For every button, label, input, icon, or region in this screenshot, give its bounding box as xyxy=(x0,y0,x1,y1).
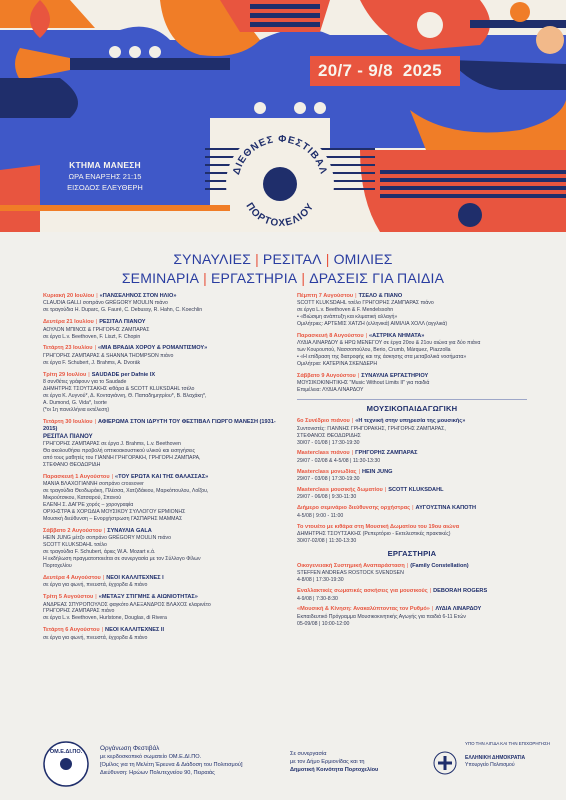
entry-date: Παρασκευή 1 Αυγούστου xyxy=(43,474,110,481)
entry-line: ΓΡΗΓΟΡΗΣ ΖΑΜΠΑΡΑΣ πιάνο xyxy=(43,608,115,615)
entry-line: ΓΡΗΓΟΡΗΣ ΖΑΜΠΑΡΑΣ & SHANNA THOMPSON πιάνο xyxy=(43,352,174,359)
entry-date: Οικογενειακή Συστημική Αναπαράσταση xyxy=(297,562,405,569)
entry-title: «ΑΣΤΡΙΚΑ ΝΗΜΑΤΑ» xyxy=(369,333,425,340)
cooperation-block xyxy=(290,750,440,774)
entry-date: Εναλλακτικές σωματικές ασκήσεις για μουσικούς xyxy=(297,588,428,595)
program-entry xyxy=(297,333,527,368)
entry-date: Σάββατο 2 Αυγούστου xyxy=(43,527,102,534)
entry-line: 29/07 - 06/08 | 9:30-11:30 xyxy=(297,494,357,501)
entry-heading xyxy=(43,419,283,434)
entry-line: ΣΤΕΦΑΝΟ ΘΕΟΔΩΡΙΔΗ xyxy=(43,462,101,469)
program-entry xyxy=(297,505,527,519)
separator: | xyxy=(94,418,97,425)
program-entry xyxy=(43,627,283,641)
entry-line: 8 συνθέτες γράφουν για το Saudade xyxy=(43,379,127,386)
entry-heading xyxy=(297,505,527,512)
entry-line: • «Βιώσιμη ανάπτυξη και κλιματική αλλαγή» xyxy=(297,314,398,321)
entry-line: ΔΗΜΗΤΡΗΣ ΤΣΟΥΤΣΑΚΗΣ (Ρεπερτόριο - Εκτελεστικές πρακτικές) xyxy=(297,531,451,538)
entry-line: σε τραγούδια H. Duparc, G. Fauré, C. Debussy, R. Hahn, C. Koechlin xyxy=(43,307,203,314)
separator: | xyxy=(365,333,368,340)
entry-title: ΝΕΟΙ ΚΑΛΛΙΤΕΧΝΕΣ Ι xyxy=(106,574,164,581)
omedipo-logo xyxy=(43,741,89,787)
entry-line: • «Η επίδραση της διατροφής και της άσκησης στα μεταβολικά νοσήματα» xyxy=(297,354,467,361)
separator: | xyxy=(203,270,208,286)
program-entry xyxy=(43,575,283,589)
organizer-block xyxy=(100,745,280,777)
categories-line-2 xyxy=(0,269,566,288)
entry-line: ΛΥΔΙΑ ΛΙΝΑΡΔΟΥ & ΗΡΩ ΜΕΝΕΓΟΥ σε έργα 20ου & 21ου αιώνα για δύο πιάνα xyxy=(297,340,481,347)
entry-heading xyxy=(43,627,283,634)
venue-name: ΚΤΗΜΑ ΜΑΝΕΣΗ xyxy=(69,160,141,170)
entry-line: ΣΤΕΦΑΝΟΣ ΘΕΟΔΩΡΙΔΗΣ xyxy=(297,432,361,439)
entry-date: Το ντουέτο με κιθάρα στη Μουσική Δωματίου του 19ου αιώνα xyxy=(297,523,460,530)
entry-line: ΜΑΝΙΑ ΒΛΑΧΟΓΙΑΝΝΗ σοπράνο crossover xyxy=(43,481,144,488)
entry-line: ΑΝΔΡΕΑΣ ΣΠΥΡΟΠΟΥΛΟΣ φαγκότο ΑΛΕΞΑΝΔΡΟΣ ΒΛΑΧΟΣ κλαρινέτο xyxy=(43,601,211,608)
program-entry xyxy=(297,469,527,483)
category-talks: ΟΜΙΛΙΕΣ xyxy=(333,251,393,267)
entry-date: Σάββατο 9 Αυγούστου xyxy=(297,373,356,380)
program-entry xyxy=(297,293,527,328)
entry-line: Η εκδήλωση πραγματοποιείται σε συνεργασία με τον Σύλλογο Φίλων xyxy=(43,556,201,562)
seal-top-text: ΔΙΕΘΝΕΣ ΦΕΣΤΙΒΑΛ xyxy=(231,133,329,177)
separator: | xyxy=(384,487,387,494)
entry-heading xyxy=(297,450,527,457)
entry-title: ΣΥΝΑΥΛΙΑ ΕΡΓΑΣΤΗΡΙΟΥ xyxy=(361,373,429,380)
entry-title: «ΜΙΑ ΒΡΑΔΙΑ ΧΟΡΟΥ & ΡΟΜΑΝΤΙΣΜΟΥ» xyxy=(98,345,208,352)
entry-line: ΜΟΥΣΙΚΟΚΙΝΗΤΙΚΗΣ "Music Without Limits II" για παιδιά xyxy=(297,380,430,387)
program-entry xyxy=(297,563,527,584)
entry-line: 29/07 - 02/08 & 4-5/08 | 11:30-13:30 xyxy=(297,457,381,464)
entry-line: SCOTT KLUKSDAHL τσέλο ΓΡΗΓΟΡΗΣ ΖΑΜΠΑΡΑΣ πιάνο xyxy=(297,300,434,307)
separator: | xyxy=(355,293,357,299)
date-range: 20/7 - 9/8 xyxy=(318,61,393,80)
entry-line: Εκπαιδευτικό Πρόγραμμα Μουσικοκινητικής Αγωγής για παιδιά 6-11 Ετών xyxy=(297,613,466,620)
entry-title: «ΜΕΤΑΞΥ ΣΤΙΓΜΗΣ & ΑΙΩΝΙΟΤΗΤΑΣ» xyxy=(98,594,198,601)
entry-line: STEFFEN ANDREAS ROSTOCK SVENDSEN xyxy=(297,570,404,577)
entry-title: ΛΥΔΙΑ ΛΙΝΑΡΔΟΥ xyxy=(435,606,482,613)
entry-line: σε έργα για φωνή, πνευστά, έγχορδα & πιάνο xyxy=(43,634,148,641)
program-entry xyxy=(297,450,527,464)
entry-title: ΝΕΟΙ ΚΑΛΛΙΤΕΧΝΕΣ ΙΙ xyxy=(105,627,165,634)
program-entry xyxy=(43,419,283,469)
entry-line: CLAUDIA GALLI σοπράνο GRÉGORY MOULIN πιάνο xyxy=(43,300,168,307)
separator: | xyxy=(301,270,306,286)
entry-date: Masterclass μονωδίας xyxy=(297,468,357,475)
entry-heading xyxy=(297,469,527,476)
entry-line: των Κουρουπού, Νασσοπούλου, Berio, Crumb, Márquez, Piazzolla xyxy=(297,347,451,354)
program-entry xyxy=(43,474,283,523)
festival-dates xyxy=(318,61,442,81)
categories-line-1 xyxy=(0,250,566,269)
coop-line-3: Δημοτική Κοινότητα Πορτοχελίου xyxy=(290,767,379,773)
entry-line: Μικρούτσικου, Κατσαρού, Σπανού xyxy=(43,495,122,502)
entry-line: Πορτοχελίου xyxy=(43,562,72,569)
entry-line: 30/07-02/08 | 11:30-13:30 xyxy=(297,537,357,544)
entry-title: ΑΥΓΟΥΣΤΙΝΑ ΚΑΠΟΤΗ xyxy=(415,505,476,512)
divider xyxy=(297,399,527,400)
category-kids: ΔΡΑΣΕΙΣ ΓΙΑ ΠΑΙΔΙΑ xyxy=(309,270,445,286)
entry-date: Τετάρτη 23 Ιουλίου xyxy=(43,345,93,352)
entry-heading xyxy=(297,487,527,494)
entry-date: Τετάρτη 6 Αυγούστου xyxy=(43,627,100,634)
entry-date: Πέμπτη 7 Αυγούστου xyxy=(297,293,354,299)
separator: | xyxy=(431,606,434,613)
separator: | xyxy=(94,345,97,352)
logo-text: ΟΜ.Ε.ΔΙ.ΠΟ. xyxy=(49,749,83,755)
entry-line: HEIN JUNG μέτζο σοπράνο GRÉGORY MOULIN πιάνο xyxy=(43,535,171,542)
entry-title: ΤΣΕΛΟ & ΠΙΑΝΟ xyxy=(358,293,403,299)
program-entry xyxy=(297,606,527,627)
section-heading-workshops: ΕΡΓΑΣΤΗΡΙΑ xyxy=(387,548,437,558)
gov-line-2: Υπουργείο Πολιτισμού xyxy=(465,761,515,768)
free-entry: ΕΙΣΟΔΟΣ ΕΛΕΥΘΕΡΗ xyxy=(67,183,143,192)
program-right-column xyxy=(297,293,527,632)
separator: | xyxy=(406,562,409,569)
entry-title: (Family Constellation) xyxy=(410,562,469,569)
separator: | xyxy=(351,418,354,425)
entry-line: 05-09/08 | 10:00-12:00 xyxy=(297,620,350,627)
separator: | xyxy=(255,251,259,267)
entry-line: σε έργα F. Schubert, J. Brahms, A. Dvorák xyxy=(43,359,141,366)
entry-date: 6ο Συνέδριο πιάνου xyxy=(297,418,350,425)
category-recitals: ΡΕΣΙΤΑΛ xyxy=(262,251,322,267)
entry-line: σε έργα L.v. Beethoven, Hurlstone, Douglas, di Rivera xyxy=(43,615,167,622)
organizer-address: Διεύθυνση: Ηρώων Πολυτεχνείου 90, Πειραιάς xyxy=(100,770,215,776)
separator: | xyxy=(95,319,98,326)
program-entry xyxy=(43,528,283,570)
entry-date: Διήμερο σεμινάριο διεύθυνσης ορχήστρας xyxy=(297,505,411,512)
separator: | xyxy=(351,450,354,457)
coop-line-1: Σε συνεργασία xyxy=(290,751,327,757)
entry-heading xyxy=(297,563,527,570)
program-entry xyxy=(297,524,527,545)
greek-emblem-icon xyxy=(433,751,457,775)
section-heading-music-education: ΜΟΥΣΙΚΟΠΑΙΔΑΓΩΓΙΚΗ xyxy=(366,404,458,414)
entry-heading xyxy=(297,524,527,531)
entry-line: Ομιλήτρια: ΚΑΤΕΡΙΝΑ ΣΚΕΝΔΕΡΗ xyxy=(297,361,378,368)
organizer-desc: [Ομίλος για τη Μελέτη Έρευνα & Διάδοση του Πολιτισμού] xyxy=(100,762,243,768)
organizer-line: με κερδοσκοπικό σωματείο ΟΜ.Ε.ΔΙ.ΠΟ. xyxy=(100,754,202,760)
program-entry xyxy=(297,588,527,602)
start-time: ΩΡΑ ΕΝΑΡΞΗΣ 21:15 xyxy=(68,172,142,181)
program-entry xyxy=(297,418,527,446)
program-left-column xyxy=(43,293,283,647)
entry-date: Δευτέρα 4 Αυγούστου xyxy=(43,574,101,581)
separator: | xyxy=(429,588,432,595)
entry-line: σε έργα για φωνή, πνευστά, έγχορδα & πιάνο xyxy=(43,582,148,589)
categories xyxy=(0,250,566,288)
category-concerts: ΣΥΝΑΥΛΙΕΣ xyxy=(173,251,252,267)
separator: | xyxy=(111,474,114,481)
coop-line-2: με τον Δήμο Ερμιονίδας και τη xyxy=(290,759,365,765)
gov-text xyxy=(465,755,545,768)
entry-date: Masterclass μουσικής δωματίου xyxy=(297,487,383,494)
separator: | xyxy=(325,251,330,267)
entry-date: Παρασκευή 8 Αυγούστου xyxy=(297,333,364,340)
entry-line: ΔΗΜΗΤΡΗΣ ΤΣΟΥΤΣΑΚΗΣ κιθάρα & SCOTT KLUKSDAHL τσέλο xyxy=(43,385,195,392)
entry-title: DEBORAH ROGERS xyxy=(433,588,488,595)
entry-title: «ΤΟΥ ΕΡΩΤΑ ΚΑΙ ΤΗΣ ΘΑΛΑΣΣΑΣ» xyxy=(115,474,209,481)
program-entry xyxy=(297,373,527,394)
entry-line: ΟΡΧΗΣΤΡΑ & ΧΟΡΩΔΙΑ ΜΟΥΣΙΚΟΥ ΣΥΛΛΟΓΟΥ ΕΡΜΙΟΝΗΣ xyxy=(43,509,186,516)
separator: | xyxy=(101,627,104,634)
entry-date: «Μουσική & Κίνηση: Ανακαλύπτοντας τον Ρυθμό» xyxy=(297,606,430,613)
entry-line: (*οι 1η πανελλήνια εκτέλεση) xyxy=(43,406,110,413)
entry-title: SAUDADE per Dafnie IX xyxy=(91,371,156,378)
entry-date: Δευτέρα 21 Ιουλίου xyxy=(43,319,94,326)
hero-artwork xyxy=(0,0,566,232)
program-entry xyxy=(43,319,283,340)
entry-line: σε έργα L.v. Beethoven, F. Liszt, F. Chopin xyxy=(43,333,141,340)
entry-date: Τρίτη 29 Ιουλίου xyxy=(43,371,87,378)
entry-heading xyxy=(43,372,283,379)
entry-line: Ομιλήτριες: ΑΡΤΕΜΙΣ ΧΑΤΖΗ (ελληνικά) ΑΙΜΙΛΙΑ ΧΟΛΛ (αγγλικά) xyxy=(297,321,448,328)
separator: | xyxy=(357,373,360,380)
entry-date: Τρίτη 5 Αυγούστου xyxy=(43,594,94,601)
separator: | xyxy=(88,371,90,378)
entry-line: 30/07 - 01/08 | 17:30-19:30 xyxy=(297,439,360,446)
separator: | xyxy=(96,293,98,299)
program-entry xyxy=(43,293,283,314)
category-seminars: ΣΕΜΙΝΑΡΙΑ xyxy=(121,270,200,286)
festival-seal xyxy=(224,128,336,232)
entry-line: ΑΟΥΛΟΝ ΜΠΙΝΟΣ & ΓΡΗΓΟΡΗΣ ΖΑΜΠΑΡΑΣ xyxy=(43,326,150,333)
entry-title: ΣΥΝΑΥΛΙΑ GALA xyxy=(107,527,152,534)
entry-heading xyxy=(297,418,527,425)
entry-line: Θα ακολουθήσει προβολή οπτικοακουστικού υλικού και εισηγήσεις xyxy=(43,448,195,455)
entry-line: ΓΡΗΓΟΡΗΣ ΖΑΜΠΑΡΑΣ σε έργα J. Brahms, L.v. Beethoven xyxy=(43,441,181,448)
entry-heading xyxy=(43,319,283,326)
entry-line: 29/07 - 03/08 | 17:30-19:30 xyxy=(297,476,360,483)
separator: | xyxy=(412,505,414,512)
entry-title: HEIN JUNG xyxy=(362,468,393,475)
category-workshops: ΕΡΓΑΣΤΗΡΙΑ xyxy=(211,270,298,286)
entry-title: ΓΡΗΓΟΡΗΣ ΖΑΜΠΑΡΑΣ xyxy=(355,450,418,457)
entry-line: Συντονιστές: ΓΙΑΝΝΗΣ ΓΡΗΓΟΡΑΚΗΣ, ΓΡΗΓΟΡΗΣ ΖΑΜΠΑΡΑΣ, xyxy=(297,425,446,432)
entry-line: Μουσική διεύθυνση – Ενορχήστρωση ΓΑΣΠΑΡΗΣ ΜΑΜΜΑΣ xyxy=(43,515,183,522)
separator: | xyxy=(102,574,105,581)
program-entry xyxy=(43,372,283,414)
separator: | xyxy=(103,527,106,534)
entry-line: σε τραγούδια F. Schubert, άριες W.A. Mozart κ.ά. xyxy=(43,549,156,556)
entry-title: «ΠΑΝΣΕΛΗΝΟΣ ΣΤΟΝ ΗΛΙΟ» xyxy=(99,293,177,299)
seal-bottom-text: ΠΟΡΤΟΧΕΛΙΟΥ xyxy=(243,201,317,230)
entry-title: ΡΕΣΙΤΑΛ ΠΙΑΝΟΥ xyxy=(99,319,146,326)
entry-title: ΑΦΙΕΡΩΜΑ ΣΤΟΝ ΙΔΡΥΤΗ ΤΟΥ ΦΕΣΤΙΒΑΛ ΓΙΩΡΓΟ ΜΑΝΕΣΗ (1931-2015) xyxy=(43,418,276,432)
entry-line: A. Dumond, G. Vida*, Isorte xyxy=(43,399,107,406)
entry-line: Επιμέλεια: ΛΥΔΙΑ ΛΙΝΑΡΔΟΥ xyxy=(297,387,364,394)
separator: | xyxy=(358,468,361,475)
gov-top: ΥΠΟ ΤΗΝ ΑΙΓΙΔΑ ΚΑΙ ΤΗΝ ΕΠΙΧΟΡΗΓΗΣΗ xyxy=(465,741,550,746)
entry-line: σε έργα L.v. Beethoven & F. Mendelssohn xyxy=(297,307,394,314)
entry-date: Κυριακή 20 Ιουλίου xyxy=(43,293,95,299)
venue-info xyxy=(40,160,170,193)
separator: | xyxy=(95,594,97,601)
entry-line: 4-5/08 | 9:00 - 11:00 xyxy=(297,512,344,519)
organizer-title: Οργάνωση Φεστιβάλ xyxy=(100,745,160,752)
entry-line: 4-8/08 | 17:30-19:30 xyxy=(297,577,344,584)
entry-heading xyxy=(297,606,527,613)
entry-heading xyxy=(297,588,527,595)
entry-heading xyxy=(43,345,283,352)
entry-line: SCOTT KLUKSDAHL τσέλο xyxy=(43,542,107,549)
entry-title: «Η τεχνική στην υπηρεσία της μουσικής» xyxy=(355,418,466,425)
entry-line: από τους μαθητές του ΓΙΑΝΝΗ ΓΡΗΓΟΡΑΚΗ, ΓΡΗΓΟΡΗ ΖΑΜΠΑΡΑ, xyxy=(43,455,201,462)
entry-line: ΕΛΕΝΗ Σ. ΔΑΓΡΕ χορός – χορογραφία xyxy=(43,502,134,509)
entry-heading xyxy=(43,594,283,601)
entry-date: Τετάρτη 30 Ιουλίου xyxy=(43,418,93,425)
program-entry xyxy=(43,345,283,366)
entry-line: σε έργα Κ. Λυγνού*, Δ. Κονταγιάννη, Θ. Παπαδημητρίου*, Β. Βλαχάκη*, xyxy=(43,392,207,399)
entry-date: Masterclass πιάνου xyxy=(297,450,350,457)
festival-year: 2025 xyxy=(402,61,442,80)
gov-line-1: ΕΛΛΗΝΙΚΗ ΔΗΜΟΚΡΑΤΙΑ xyxy=(465,755,526,761)
entry-line: σε τραγούδια Θεοδωράκη, Πλέσσα, Χατζιδάκιου, Μαρκόπουλου, Λοΐζου, xyxy=(43,488,209,495)
entry-title: SCOTT KLUKSDAHL xyxy=(388,487,444,494)
program-entry xyxy=(297,487,527,501)
entry-subtitle: ΡΕΣΙΤΑΛ ΠΙΑΝΟΥ xyxy=(43,434,93,441)
entry-line: 4-9/08 | 7:30-8:30 xyxy=(297,595,338,602)
program-entry xyxy=(43,594,283,622)
